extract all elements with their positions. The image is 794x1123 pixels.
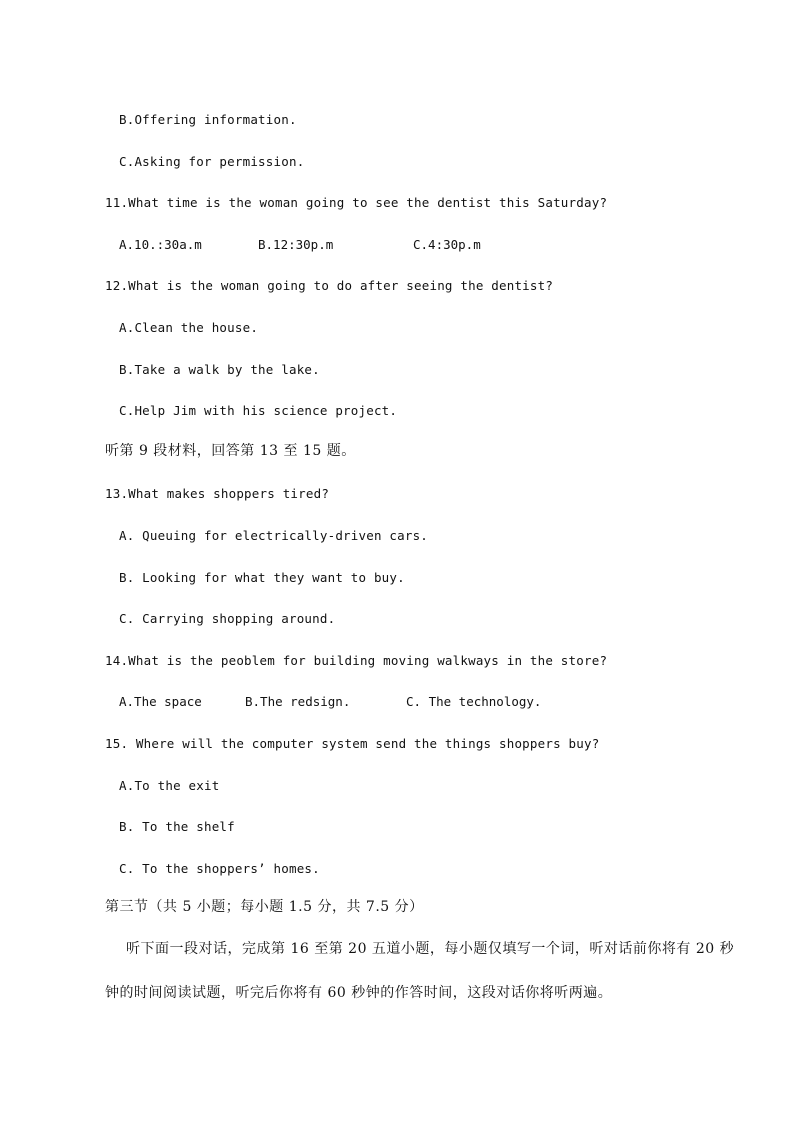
q15-option-b: B. To the shelf [119,819,235,834]
q13-question: 13.What makes shoppers tired? [105,486,330,501]
q10-option-b: B.Offering information. [119,112,297,127]
q15-option-a: A.To the exit [119,778,220,793]
q12-option-b: B.Take a walk by the lake. [119,362,320,377]
q11-option-a: A.10.:30a.m [119,237,202,252]
q13-option-a: A. Queuing for electrically-driven cars. [119,528,429,543]
q12-question: 12.What is the woman going to do after seeing the dentist? [105,278,554,293]
part3-instruction-line2: 钟的时间阅读试题，听完后你将有 60 秒钟的作答时间，这段对话你将听两遍。 [105,985,613,1001]
q13-option-c: C. Carrying shopping around. [119,611,336,626]
q14-question: 14.What is the peoblem for building moving walkways in the store? [105,653,608,668]
q12-option-c: C.Help Jim with his science project. [119,403,398,418]
q11-option-b: B.12:30p.m [258,237,334,252]
part3-instruction-line1: 听下面一段对话，完成第 16 至第 20 五道小题，每小题仅填写一个词，听对话前你将有 20 秒 [126,941,735,957]
q10-option-c: C.Asking for permission. [119,154,305,169]
q11-question: 11.What time is the woman going to see the dentist this Saturday? [105,195,608,210]
q14-option-a: A.The space [119,694,202,709]
q11-option-c: C.4:30p.m [413,237,481,252]
q14-option-b: B.The redsign. [245,694,351,709]
part3-heading: 第三节（共 5 小题；每小题 1.5 分，共 7.5 分） [105,899,424,915]
section9-instruction: 听第 9 段材料，回答第 13 至 15 题。 [105,443,356,459]
q15-option-c: C. To the shoppers’ homes. [119,861,320,876]
q15-question: 15. Where will the computer system send the things shoppers buy? [105,736,600,751]
q13-option-b: B. Looking for what they want to buy. [119,570,405,585]
q14-option-c: C. The technology. [406,694,542,709]
q12-option-a: A.Clean the house. [119,320,259,335]
